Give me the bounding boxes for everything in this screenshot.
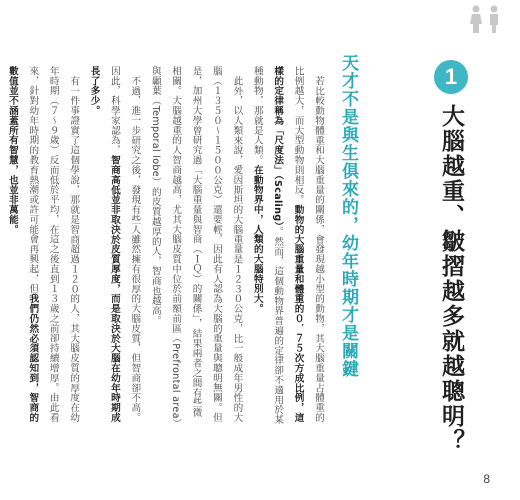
paragraph-text: 。然而，這個動物界普遍的定律卻不適用於某種動物，那就是人類。 — [251, 66, 284, 425]
paragraph-text: 若比較動物體重和大腦重量的關係，會發現越小型的動物，其大腦重量占體重的比例越大，而大型動物則相反。 — [292, 66, 324, 423]
decorative-figures — [466, 4, 506, 34]
paragraph-text: 不過，進一步研究之後，發現有些人雖然擁有很厚的大腦皮質，但智商卻不高。因此，科學家認為， — [108, 66, 141, 423]
body-paragraph — [83, 66, 144, 426]
page-title: 大腦越重、皺摺越多就越聰明？ — [438, 104, 464, 454]
body-paragraph — [246, 66, 328, 426]
page-subtitle: 天才不是與生俱來的，幼年時期才是關鍵 — [338, 54, 358, 378]
page-number: 8 — [483, 472, 490, 486]
emphasized-text: 動物的大腦重量和體重的０．７５次方成比例，這樣的定律稱為「尺度法」（Scaling） — [272, 66, 304, 423]
emphasized-text: 智商高低並非取決於皮質厚度，而是取決於大腦在幼年時期成長了多少。 — [88, 66, 120, 423]
emphasized-text: 在動物界中，人類的大腦特別大。 — [251, 165, 263, 314]
paragraph-text: 有一件事證實了這個學說，那就是智商超過１２０的人，其大腦皮質的厚度在幼年時期（７～９歲）反而低於平均，在這之後直到１３歲之前卻持續增厚。由此看來，針對幼年時期的教育熱潮或許可能會再興起，但 — [27, 66, 80, 423]
body-paragraph — [0, 66, 2, 426]
male-figure-icon — [490, 6, 498, 34]
body-paragraph — [144, 66, 246, 426]
emphasized-text: 我們仍然必須認知到，智商的數值並不涵蓋所有智慧，也並非萬能。 — [6, 66, 39, 423]
body-paragraph — [2, 66, 84, 426]
body-text — [6, 66, 328, 426]
female-figure-icon — [470, 6, 482, 34]
section-number-badge: 1 — [434, 60, 468, 94]
paragraph-text: 此外，以人類來說，愛因斯坦的大腦重量是１２３０公克，比一般成年男性的大腦（１３５０～１５００公克）還要輕，因此有人認為大腦的重量與聰明無關。但是，加州大學曾研究過「大腦重量與智商（ＩＱ）的關係」，結果兩者之間有些微相關。大腦越重的人智商越高，尤其大腦皮質中位於前額前區（Prefrontal area）與顳葉（Temporal lobe）的皮質越厚的人，智商也越高。 — [149, 66, 243, 424]
